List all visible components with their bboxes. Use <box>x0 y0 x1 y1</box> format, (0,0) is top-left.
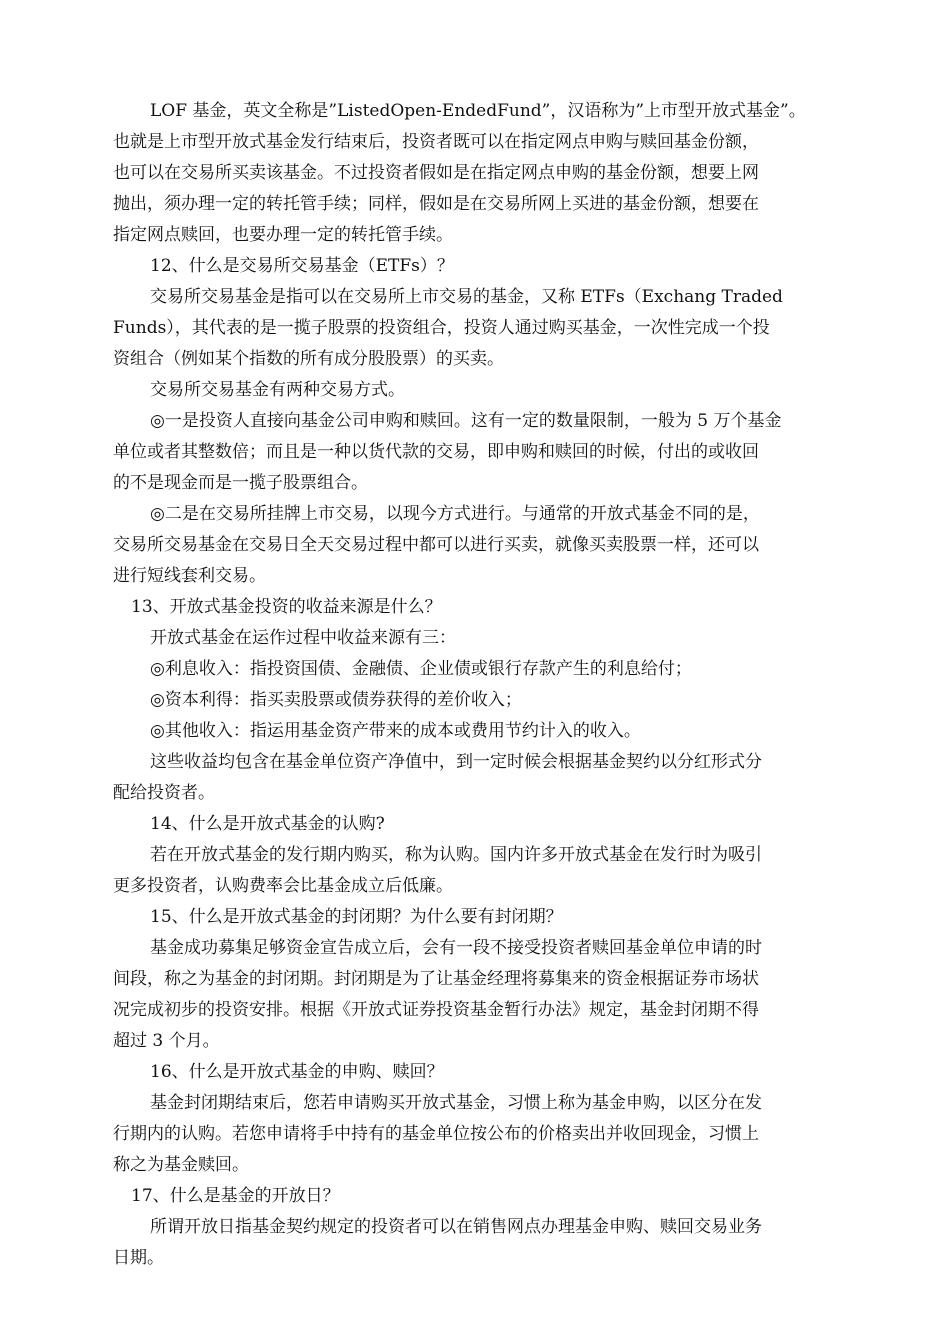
text-line: 交易所交易基金有两种交易方式。 <box>150 380 405 400</box>
text-line: 所谓开放日指基金契约规定的投资者可以在销售网点办理基金申购、赎回交易业务 <box>150 1217 762 1237</box>
text-line: ◎一是投资人直接向基金公司申购和赎回。这有一定的数量限制，一般为 5 万个基金 <box>150 411 782 431</box>
text-line: 配给投资者。 <box>113 783 215 803</box>
question-heading-line: 13、开放式基金投资的收益来源是什么？ <box>131 597 442 617</box>
text-line: 况完成初步的投资安排。根据《开放式证券投资基金暂行办法》规定，基金封闭期不得 <box>113 1000 759 1020</box>
text-line: LOF 基金，英文全称是”ListedOpen-EndedFund”，汉语称为”上市型开放式基金”。 <box>150 101 806 121</box>
text-line: 间段，称之为基金的封闭期。封闭期是为了让基金经理将募集来的资金根据证券市场状 <box>113 969 759 989</box>
text-line: Funds），其代表的是一揽子股票的投资组合，投资人通过购买基金，一次性完成一个投 <box>113 318 770 338</box>
text-line: ◎其他收入：指运用基金资产带来的成本或费用节约计入的收入。 <box>150 721 641 741</box>
question-heading-line: 16、什么是开放式基金的申购、赎回？ <box>150 1062 444 1082</box>
text-line: 的不是现金而是一揽子股票组合。 <box>113 473 368 493</box>
text-line: 资组合（例如某个指数的所有成分股股票）的买卖。 <box>113 349 504 369</box>
text-line: 行期内的认购。若您申请将手中持有的基金单位按公布的价格卖出并收回现金，习惯上 <box>113 1124 759 1144</box>
text-line: 若在开放式基金的发行期内购买，称为认购。国内许多开放式基金在发行时为吸引 <box>150 845 762 865</box>
document-body <box>113 96 853 1274</box>
question-heading-line: 17、什么是基金的开放日？ <box>131 1186 340 1206</box>
text-line: 进行短线套利交易。 <box>113 566 266 586</box>
text-line: 单位或者其整数倍；而且是一种以货代款的交易，即申购和赎回的时候，付出的或收回 <box>113 442 759 462</box>
text-line: 交易所交易基金是指可以在交易所上市交易的基金，又称 ETFs（Exchang Traded <box>150 287 783 307</box>
text-line: 交易所交易基金在交易日全天交易过程中都可以进行买卖，就像买卖股票一样，还可以 <box>113 535 759 555</box>
text-line: 基金成功募集足够资金宣告成立后，会有一段不接受投资者赎回基金单位申请的时 <box>150 938 762 958</box>
text-line: 更多投资者，认购费率会比基金成立后低廉。 <box>113 876 453 896</box>
text-line: 也可以在交易所买卖该基金。不过投资者假如是在指定网点申购的基金份额，想要上网 <box>113 163 759 183</box>
text-line: 这些收益均包含在基金单位资产净值中，到一定时候会根据基金契约以分红形式分 <box>150 752 762 772</box>
text-line: ◎利息收入：指投资国债、金融债、企业债或银行存款产生的利息给付； <box>150 659 692 679</box>
question-heading-line: 12、什么是交易所交易基金（ETFs）？ <box>150 256 454 276</box>
text-line: 指定网点赎回，也要办理一定的转托管手续。 <box>113 225 453 245</box>
question-heading-line: 15、什么是开放式基金的封闭期？为什么要有封闭期？ <box>150 907 563 927</box>
text-line: 称之为基金赎回。 <box>113 1155 249 1175</box>
text-line: ◎资本利得：指买卖股票或债券获得的差价收入； <box>150 690 522 710</box>
text-line: 超过 3 个月。 <box>113 1031 220 1051</box>
text-line: 开放式基金在运作过程中收益来源有三： <box>150 628 456 648</box>
text-line: 抛出，须办理一定的转托管手续；同样，假如是在交易所网上买进的基金份额，想要在 <box>113 194 759 214</box>
text-line: ◎二是在交易所挂牌上市交易，以现今方式进行。与通常的开放式基金不同的是， <box>150 504 760 524</box>
text-line: 基金封闭期结束后，您若申请购买开放式基金，习惯上称为基金申购，以区分在发 <box>150 1093 762 1113</box>
text-line: 日期。 <box>113 1248 164 1268</box>
question-heading-line: 14、什么是开放式基金的认购? <box>150 814 385 834</box>
text-line: 也就是上市型开放式基金发行结束后，投资者既可以在指定网点申购与赎回基金份额， <box>113 132 759 152</box>
